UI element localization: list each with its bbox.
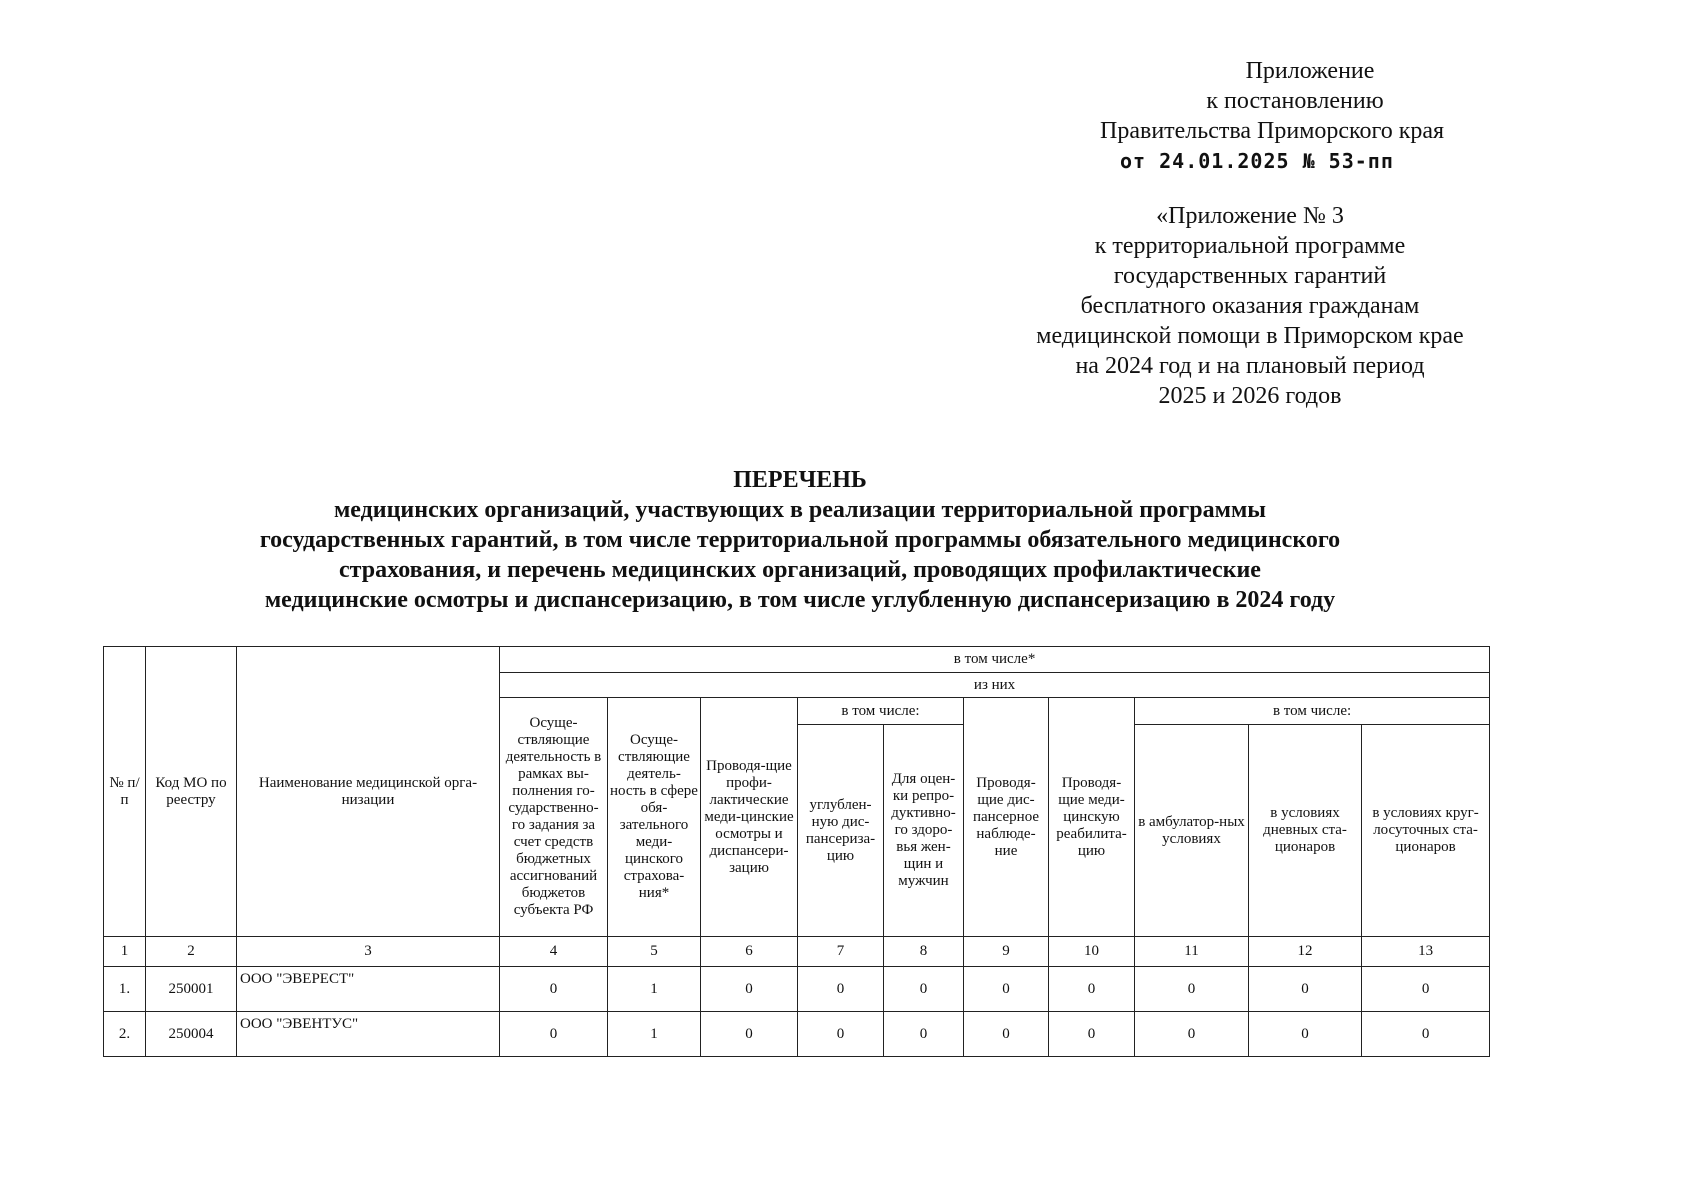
header-col5: Осуще-ствляющие деятель-ность в сфере обя-зательного меди-цинского страхова-ния* — [608, 698, 701, 937]
header-col11: в амбулатор-ных условиях — [1135, 725, 1249, 937]
header-including-7-8: в том числе: — [798, 698, 964, 725]
header-col6: Проводя-щие профи-лактические меди-цинские осмотры и диспансери-зацию — [701, 698, 798, 937]
cell-value: 0 — [1049, 967, 1135, 1012]
cell-value: 0 — [1249, 967, 1362, 1012]
column-number: 12 — [1249, 937, 1362, 967]
annex-block — [1100, 56, 1490, 176]
header-col7: углублен-ную дис-пансериза-цию — [798, 725, 884, 937]
appendix-block — [1005, 201, 1495, 411]
header-name: Наименование медицинской орга-низации — [237, 647, 500, 937]
header-of-them: из них — [500, 673, 1490, 698]
column-number: 3 — [237, 937, 500, 967]
header-col9: Проводя-щие дис-пансерное наблюде-ние — [964, 698, 1049, 937]
appendix-line: медицинской помощи в Приморском крае — [1036, 323, 1464, 349]
cell-value: 0 — [964, 1012, 1049, 1057]
document-title — [150, 465, 1450, 615]
column-number: 4 — [500, 937, 608, 967]
column-number: 7 — [798, 937, 884, 967]
cell-value: 0 — [500, 967, 608, 1012]
title-line: государственных гарантий, в том числе территориальной программы обязательного медицинского — [259, 527, 1341, 553]
cell-value: 0 — [701, 1012, 798, 1057]
cell-name: ООО "ЭВЕНТУС" — [237, 1012, 500, 1057]
appendix-line: «Приложение № 3 — [1156, 203, 1344, 229]
column-number: 13 — [1362, 937, 1490, 967]
title-line: страхования, и перечень медицинских организаций, проводящих профилактические — [339, 557, 1261, 583]
cell-value: 0 — [1362, 1012, 1490, 1057]
appendix-line: 2025 и 2026 годов — [1158, 383, 1342, 409]
title-line: медицинских организаций, участвующих в реализации территориальной программы — [333, 497, 1267, 523]
cell-value: 0 — [798, 1012, 884, 1057]
annex-line: к постановлению — [1206, 88, 1384, 114]
column-number: 9 — [964, 937, 1049, 967]
column-number: 11 — [1135, 937, 1249, 967]
appendix-line: бесплатного оказания гражданам — [1080, 293, 1420, 319]
title-line: медицинские осмотры и диспансеризацию, в том числе углубленную диспансеризацию в 2024 году — [264, 587, 1336, 613]
table-row — [104, 1012, 1490, 1057]
cell-value: 1 — [608, 1012, 701, 1057]
cell-name: ООО "ЭВЕРЕСТ" — [237, 967, 500, 1012]
cell-value: 0 — [798, 967, 884, 1012]
header-col12: в условиях дневных ста-ционаров — [1249, 725, 1362, 937]
title-heading: ПЕРЕЧЕНЬ — [733, 467, 867, 493]
cell-value: 0 — [500, 1012, 608, 1057]
table-row — [104, 967, 1490, 1012]
column-number: 10 — [1049, 937, 1135, 967]
column-number-row — [104, 937, 1490, 967]
cell-value: 0 — [884, 1012, 964, 1057]
cell-value: 0 — [701, 967, 798, 1012]
header-col4: Осуще-ствляющие деятельность в рамках вы-полнения го-сударственно-го задания за счет средств бюджетных ассигнований бюджетов субъекта РФ — [500, 698, 608, 937]
header-col13: в условиях круг-лосуточных ста-ционаров — [1362, 725, 1490, 937]
appendix-line: государственных гарантий — [1113, 263, 1387, 289]
cell-code: 250004 — [146, 1012, 237, 1057]
cell-value: 0 — [964, 967, 1049, 1012]
header-code: Код МО по реестру — [146, 647, 237, 937]
column-number: 6 — [701, 937, 798, 967]
cell-value: 0 — [1362, 967, 1490, 1012]
column-number: 8 — [884, 937, 964, 967]
appendix-line: к территориальной программе — [1094, 233, 1406, 259]
annex-line: Правительства Приморского края — [1100, 118, 1445, 144]
column-number: 2 — [146, 937, 237, 967]
cell-value: 0 — [1135, 967, 1249, 1012]
appendix-line: на 2024 год и на плановый период — [1075, 353, 1425, 379]
cell-value: 0 — [1135, 1012, 1249, 1057]
header-col10: Проводя-щие меди-цинскую реабилита-цию — [1049, 698, 1135, 937]
cell-number: 2. — [104, 1012, 146, 1057]
cell-value: 0 — [1249, 1012, 1362, 1057]
cell-number: 1. — [104, 967, 146, 1012]
cell-value: 1 — [608, 967, 701, 1012]
annex-date: от 24.01.2025 № 53-пп — [1120, 149, 1394, 173]
header-number: № п/п — [104, 647, 146, 937]
header-including-11-13: в том числе: — [1135, 698, 1490, 725]
cell-code: 250001 — [146, 967, 237, 1012]
organizations-table — [103, 646, 1490, 1057]
column-number: 1 — [104, 937, 146, 967]
column-number: 5 — [608, 937, 701, 967]
header-including: в том числе* — [500, 647, 1490, 673]
cell-value: 0 — [1049, 1012, 1135, 1057]
annex-line: Приложение — [1245, 58, 1375, 84]
cell-value: 0 — [884, 967, 964, 1012]
header-col8: Для оцен-ки репро-дуктивно-го здоро-вья жен-щин и мужчин — [884, 725, 964, 937]
